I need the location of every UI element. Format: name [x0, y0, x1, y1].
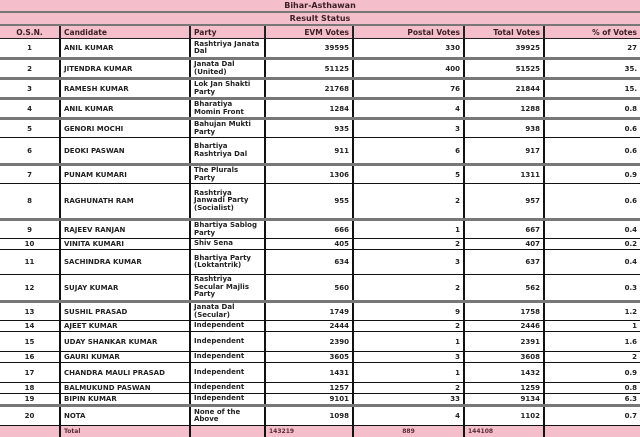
osn-cell: 6	[0, 138, 60, 165]
party-name: Bhartiya Party (Loktantrik)	[190, 250, 265, 275]
osn-cell: 8	[0, 184, 60, 220]
total-votes: 51525	[464, 59, 544, 79]
osn-cell: 12	[0, 275, 60, 302]
total-votes: 9134	[464, 394, 544, 406]
party-name: Shiv Sena	[190, 239, 265, 250]
postal-votes: 4	[353, 406, 464, 426]
candidate-name: SUSHIL PRASAD	[60, 302, 190, 321]
candidate-name: JITENDRA KUMAR	[60, 59, 190, 79]
postal-votes: 1	[353, 332, 464, 352]
postal-votes: 33	[353, 394, 464, 406]
postal-votes: 6	[353, 138, 464, 165]
postal-votes: 2	[353, 275, 464, 302]
osn-cell: 19	[0, 394, 60, 406]
percent-votes: 35.	[544, 59, 640, 79]
party-name: Bahujan Mukti Party	[190, 119, 265, 138]
candidate-name: SACHINDRA KUMAR	[60, 250, 190, 275]
postal-votes: 3	[353, 119, 464, 138]
candidate-name: GAURI KUMAR	[60, 352, 190, 363]
total-votes: 1432	[464, 363, 544, 383]
candidate-name: VINITA KUMARI	[60, 239, 190, 250]
candidate-name: DEOKI PASWAN	[60, 138, 190, 165]
party-name: Bhartiya Rashtriya Dal	[190, 138, 265, 165]
table-row	[0, 363, 640, 383]
postal-votes: 5	[353, 165, 464, 184]
osn-cell: 10	[0, 239, 60, 250]
table-row	[0, 394, 640, 406]
evm-votes: 1284	[265, 99, 353, 119]
evm-votes: 1431	[265, 363, 353, 383]
percent-votes: 0.4	[544, 250, 640, 275]
postal-votes: 2	[353, 321, 464, 332]
table-row	[0, 250, 640, 275]
postal-votes: 2	[353, 184, 464, 220]
evm-votes: 560	[265, 275, 353, 302]
total-row	[0, 426, 640, 437]
postal-votes: 1	[353, 220, 464, 239]
column-header-postal-votes: Postal Votes	[353, 26, 464, 39]
candidate-name: BALMUKUND PASWAN	[60, 383, 190, 394]
candidate-name: PUNAM KUMARI	[60, 165, 190, 184]
table-row	[0, 184, 640, 220]
candidate-name: GENORI MOCHI	[60, 119, 190, 138]
evm-votes: 634	[265, 250, 353, 275]
candidate-name: SUJAY KUMAR	[60, 275, 190, 302]
osn-cell: 2	[0, 59, 60, 79]
evm-votes: 3605	[265, 352, 353, 363]
percent-votes: 0.2	[544, 239, 640, 250]
percent-votes: 0.6	[544, 119, 640, 138]
postal-votes: 4	[353, 99, 464, 119]
postal-votes: 3	[353, 250, 464, 275]
total-votes: 1758	[464, 302, 544, 321]
postal-votes: 400	[353, 59, 464, 79]
total-votes: 1102	[464, 406, 544, 426]
total-votes: 667	[464, 220, 544, 239]
postal-votes: 76	[353, 79, 464, 99]
party-name: Janata Dal (United)	[190, 59, 265, 79]
party-name: Bharatiya Momin Front	[190, 99, 265, 119]
party-name: Independent	[190, 352, 265, 363]
osn-cell: 14	[0, 321, 60, 332]
percent-votes: 0.6	[544, 184, 640, 220]
percent-votes: 27	[544, 39, 640, 59]
party-name: Independent	[190, 363, 265, 383]
table-row	[0, 99, 640, 119]
candidate-name: RAGHUNATH RAM	[60, 184, 190, 220]
evm-votes: 9101	[265, 394, 353, 406]
total-votes: 917	[464, 138, 544, 165]
evm-votes: 1257	[265, 383, 353, 394]
total-votes: 3608	[464, 352, 544, 363]
table-row	[0, 332, 640, 352]
party-name: Independent	[190, 394, 265, 406]
osn-cell: 7	[0, 165, 60, 184]
percent-votes: 0.9	[544, 165, 640, 184]
evm-votes: 935	[265, 119, 353, 138]
table-row	[0, 59, 640, 79]
table-row	[0, 39, 640, 59]
evm-votes: 405	[265, 239, 353, 250]
table-row	[0, 165, 640, 184]
evm-votes: 2444	[265, 321, 353, 332]
party-name: Rashtriya Janwadi Party (Socialist)	[190, 184, 265, 220]
evm-votes: 1306	[265, 165, 353, 184]
total-votes: 21844	[464, 79, 544, 99]
party-name: Independent	[190, 321, 265, 332]
total-votes: 2446	[464, 321, 544, 332]
total-votes: 637	[464, 250, 544, 275]
result-status-heading: Result Status	[0, 13, 640, 26]
total-evm-votes: 143219	[265, 426, 353, 437]
party-name: The Plurals Party	[190, 165, 265, 184]
percent-votes: 0.6	[544, 138, 640, 165]
percent-votes: 0.3	[544, 275, 640, 302]
table-row	[0, 406, 640, 426]
osn-cell: 9	[0, 220, 60, 239]
total-votes: 1311	[464, 165, 544, 184]
evm-votes: 955	[265, 184, 353, 220]
column-header-candidate: Candidate	[60, 26, 190, 39]
party-name: Independent	[190, 383, 265, 394]
candidate-name: RAMESH KUMAR	[60, 79, 190, 99]
postal-votes: 3	[353, 352, 464, 363]
osn-cell: 20	[0, 406, 60, 426]
evm-votes: 911	[265, 138, 353, 165]
percent-votes: 1	[544, 321, 640, 332]
party-name: Lok Jan Shakti Party	[190, 79, 265, 99]
percent-votes: 0.7	[544, 406, 640, 426]
party-name: Rashtriya Janata Dal	[190, 39, 265, 59]
table-row	[0, 220, 640, 239]
osn-cell: 5	[0, 119, 60, 138]
total-votes: 39925	[464, 39, 544, 59]
total-total-votes: 144108	[464, 426, 544, 437]
party-name: Bhartiya Sablog Party	[190, 220, 265, 239]
percent-votes: 0.4	[544, 220, 640, 239]
party-name: Independent	[190, 332, 265, 352]
candidate-name: ANIL KUMAR	[60, 39, 190, 59]
party-name: Janata Dal (Secular)	[190, 302, 265, 321]
candidate-name: BIPIN KUMAR	[60, 394, 190, 406]
evm-votes: 21768	[265, 79, 353, 99]
total-postal-votes: 889	[353, 426, 464, 437]
total-votes: 1288	[464, 99, 544, 119]
table-row	[0, 383, 640, 394]
osn-cell: 11	[0, 250, 60, 275]
osn-cell: 3	[0, 79, 60, 99]
total-party-cell	[190, 426, 265, 437]
evm-votes: 1749	[265, 302, 353, 321]
total-votes: 562	[464, 275, 544, 302]
results-table-body	[0, 39, 640, 426]
postal-votes: 2	[353, 239, 464, 250]
table-row	[0, 239, 640, 250]
table-row	[0, 321, 640, 332]
evm-votes: 2390	[265, 332, 353, 352]
percent-votes: 15.	[544, 79, 640, 99]
percent-votes: 0.8	[544, 383, 640, 394]
results-table	[0, 26, 640, 437]
osn-cell: 15	[0, 332, 60, 352]
party-name: Rashtriya Secular Majlis Party	[190, 275, 265, 302]
party-name: None of the Above	[190, 406, 265, 426]
candidate-name: NOTA	[60, 406, 190, 426]
column-header-percent-votes: % of Votes	[544, 26, 640, 39]
osn-cell: 18	[0, 383, 60, 394]
percent-votes: 1.6	[544, 332, 640, 352]
column-header-total-votes: Total Votes	[464, 26, 544, 39]
column-header-evm-votes: EVM Votes	[265, 26, 353, 39]
column-header-party: Party	[190, 26, 265, 39]
percent-votes: 0.9	[544, 363, 640, 383]
osn-cell: 17	[0, 363, 60, 383]
evm-votes: 51125	[265, 59, 353, 79]
table-header-row	[0, 26, 640, 39]
table-row	[0, 352, 640, 363]
postal-votes: 1	[353, 363, 464, 383]
osn-cell: 1	[0, 39, 60, 59]
table-row	[0, 275, 640, 302]
evm-votes: 1098	[265, 406, 353, 426]
osn-cell: 4	[0, 99, 60, 119]
total-percent-cell	[544, 426, 640, 437]
candidate-name: ANIL KUMAR	[60, 99, 190, 119]
total-votes: 957	[464, 184, 544, 220]
total-votes: 1259	[464, 383, 544, 394]
total-votes: 2391	[464, 332, 544, 352]
evm-votes: 666	[265, 220, 353, 239]
table-row	[0, 302, 640, 321]
table-row	[0, 119, 640, 138]
postal-votes: 330	[353, 39, 464, 59]
table-row	[0, 79, 640, 99]
percent-votes: 0.8	[544, 99, 640, 119]
column-header-osn: O.S.N.	[0, 26, 60, 39]
percent-votes: 6.3	[544, 394, 640, 406]
total-votes: 938	[464, 119, 544, 138]
candidate-name: CHANDRA MAULI PRASAD	[60, 363, 190, 383]
candidate-name: UDAY SHANKAR KUMAR	[60, 332, 190, 352]
osn-cell: 13	[0, 302, 60, 321]
percent-votes: 2	[544, 352, 640, 363]
total-osn-cell	[0, 426, 60, 437]
table-row	[0, 138, 640, 165]
constituency-title: Bihar-Asthawan	[0, 0, 640, 13]
evm-votes: 39595	[265, 39, 353, 59]
candidate-name: AJEET KUMAR	[60, 321, 190, 332]
osn-cell: 16	[0, 352, 60, 363]
candidate-name: RAJEEV RANJAN	[60, 220, 190, 239]
total-label: Total	[60, 426, 190, 437]
postal-votes: 2	[353, 383, 464, 394]
total-votes: 407	[464, 239, 544, 250]
percent-votes: 1.2	[544, 302, 640, 321]
postal-votes: 9	[353, 302, 464, 321]
